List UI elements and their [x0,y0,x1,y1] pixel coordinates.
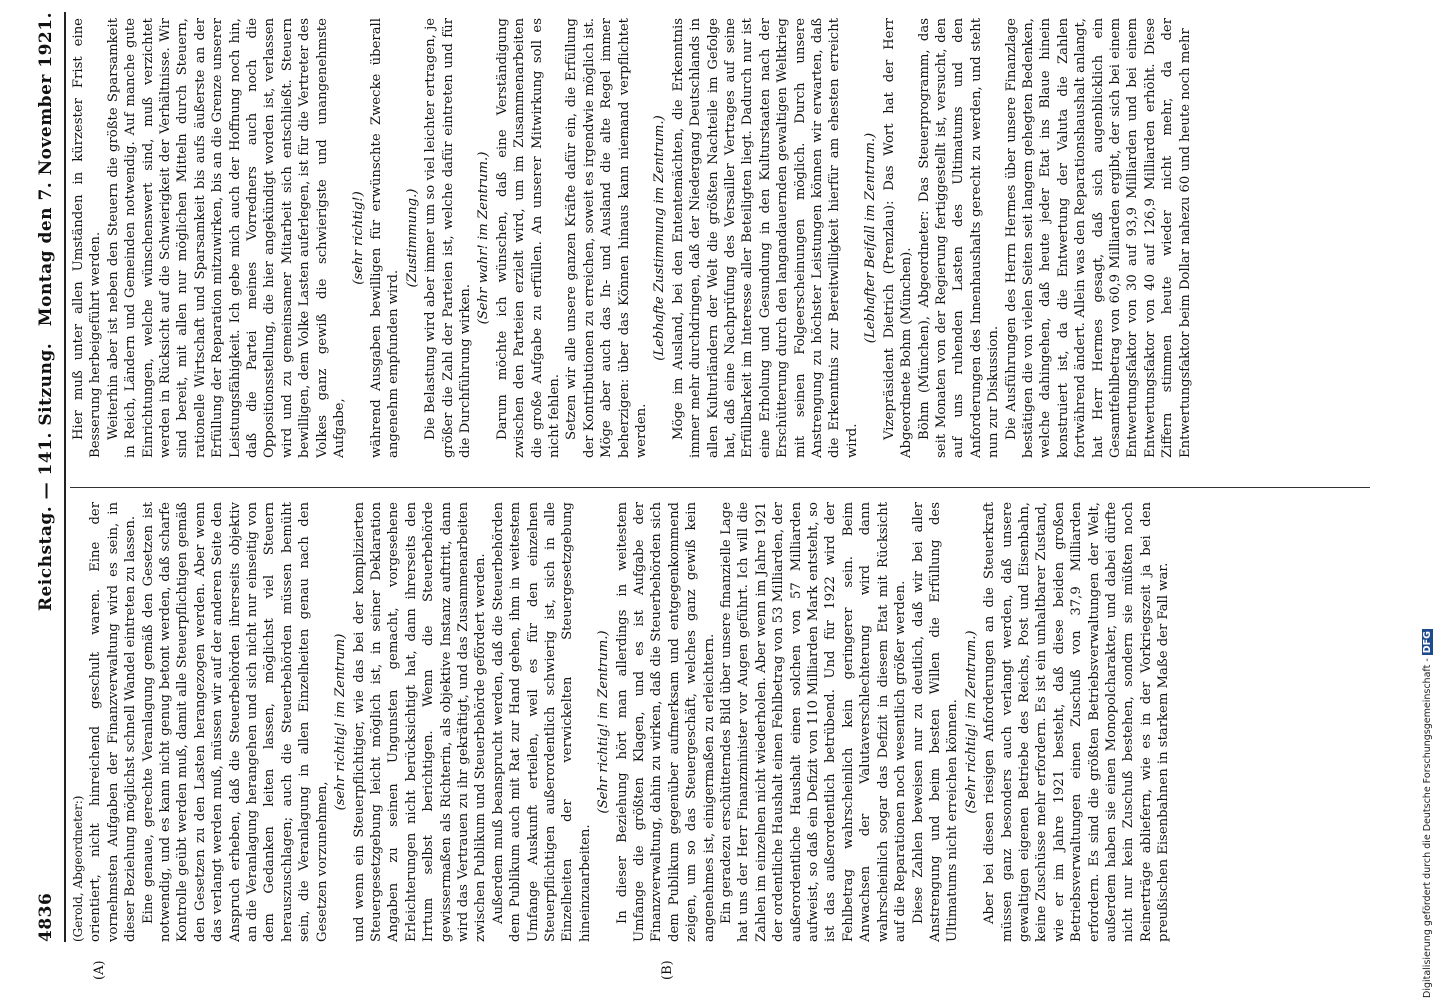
paragraph: Die Ausführungen des Herrn Hermes über unsere Finanzlage bestätigen die von vielen Seiten seit langem gehegten Bedenken, welche dahingehen, daß heute jeder Etat ins Blaue hinein konstruiert ist, da die Entwertung der Valuta die Zahlen fortwährend ändert. Allein was den Reparationshaushalt anlangt, hat Herr Hermes gesagt, daß sich augenblicklich ein Gesamtfehlbetrag von 60,9 Milliarden ergibt, der sich bei einem Entwertungsfaktor von 30 auf 93,9 Milliarden und bei einem Entwertungsfaktor von 40 auf 126,9 Milliarden erhöht. Diese Ziffern stimmen heute wieder nicht mehr, da der Entwertungsfaktor beim Dollar nahezu 60 und heute noch mehr [1003,18,1193,458]
paragraph: Darum möchte ich wünschen, daß eine Verständigung zwischen den Parteien erzielt wird, um im Zusammenarbeiten die große Aufgabe zu erfüllen. An unserer Mitwirkung soll es nicht fehlen. [494,18,562,458]
margin-marker-b: (B) [660,960,675,980]
paragraph: Hier muß unter allen Umständen in kürzester Frist eine Besserung herbeigeführt werden. [71,18,104,458]
paragraph: orientiert, nicht hinreichend geschult waren. Eine der vornehmsten Aufgaben der Finanzverwaltung wird es sein, in dieser Beziehung möglichst schnell Wandel eintreten zu lassen. [88,502,139,942]
column-divider [70,487,1370,488]
paragraph: Die Belastung wird aber immer um so viel leichter ertragen, je größer die Zahl der Parteien ist, welche dafür eintreten und für die Durchführung wirken. [423,18,473,458]
page-header [30,12,64,942]
digitization-credit [1422,629,1433,998]
interjection: (Sehr richtig! im Zentrum.) [596,630,612,814]
right-column [70,18,1370,458]
interjection: (Sehr richtig! im Zentrum.) [963,630,979,814]
interjection: (Zustimmung.) [404,188,420,288]
credit-text: Digitalisierung gefördert durch die Deutsche Forschungsgemeinschaft - [1422,655,1433,998]
paragraph: während Ausgaben bewilligen für erwünschte Zwecke überall angenehm empfunden wird. [368,18,402,458]
paragraph: und wenn ein Steuerpflichtiger, wie das bei der komplizierten Steuergesetzgebung leicht möglich ist, in seiner Deklaration Angaben zu seinen Ungunsten gemacht, vorgesehene Erleichterungen nicht berücksichtigt hat, dann ihrerseits den Irrtum selbst berichtigen. Wenn die Steuerbehörde gewissermaßen als Richterin, als objektive Instanz auftritt, dann wird das Vertrauen zu ihr gekräftigt, und das Zusammenarbeiten zwischen Publikum und Steuerbehörde gefördert werden. [351,502,489,942]
session-title: Reichstag. — 141. Sitzung. [36,342,56,612]
paragraph: Diese Zahlen beweisen nur zu deutlich, daß wir bei aller Anstrengung und beim besten Willen die Erfüllung des Ultimatums nicht erreichen können. [910,502,961,942]
paragraph: Vizepräsident Dietrich (Prenzlau): Das Wort hat der Herr Abgeordnete Bohm (München). [881,18,915,458]
speaker-continuation: (Gerold, Abgeordneter:) [71,795,85,942]
paragraph: Böhm (München), Abgeordneter: Das Steuerprogramm, das seit Monaten von der Regierung fertiggestellt ist, versucht, den auf uns ruhenden Lasten des Ultimatums und den Anforderungen des Innenhaushalts gerecht zu werden, und steht nun zur Diskussion. [916,18,1002,458]
paragraph: Setzen wir alle unsere ganzen Kräfte dafür ein, die Erfüllung der Kontributionen zu erreichen, soweit es irgendwie möglich ist. Möge aber auch das In- und Ausland die alte Regel immer beherzigen: über das Können hinaus kann niemand verpflichtet werden. [564,18,649,458]
interjection: (sehr richtig! im Zentrum) [333,633,349,811]
paragraph: Außerdem muß beansprucht werden, daß die Steuerbehörden dem Publikum auch mit Rat zur Hand gehen, ihm in weitestem Umfange Auskunft erteilen, weil es für den einzelnen Steuerpflichtigen außerordentlich schwierig ist, sich in alle Einzelheiten der verwickelten Steuergesetzgebung hineinzuarbeiten. [490,502,593,942]
interjection: (Lebhafte Zustimmung im Zentrum.) [652,115,668,361]
interjection: (Sehr wahr! im Zentrum.) [476,151,492,325]
paragraph: Eine genaue, gerechte Veranlagung gemäß den Gesetzen ist notwendig, und es kann nicht genug betont werden, daß scharfe Kontrolle geübt werden muß, damit alle Steuerpflichtigen gemäß den Gesetzen zu den Lasten herangezogen werden. Aber wenn das verlangt werden muß, müssen wir auf der anderen Seite den Anspruch erheben, daß die Steuerbehörden ihrerseits objektiv an die Veranlagung herangehen und sich nicht nur einseitig von dem Gedanken leiten lassen, möglichst viel Steuern herauszuschlagen; auch die Steuerbehörden müssen bemüht sein, die Veranlagung in allen Einzelheiten genau nach den Gesetzen vorzunehmen, [140,502,330,942]
margin-marker-a: (A) [92,960,107,980]
paragraph: In dieser Beziehung hört man allerdings in weitestem Umfange die größten Klagen, und es ist Aufgabe der Finanzverwaltung, dahin zu wirken, daß die Steuerbehörden sich dem Publikum gegenüber aufmerksam und entgegenkommend zeigen, um so das Steuergeschäft, welches ganz gewiß kein angenehmes ist, einigermaßen zu erleichtern. [614,502,717,942]
paragraph: Ein geradezu erschütterndes Bild über unsere finanzielle Lage hat uns der Herr Finanzminister vor Augen geführt. Ich will die Zahlen im einzelnen nicht wiederholen. Aber wenn im Jahre 1921 der ordentliche Haushalt einen Fehlbetrag von 53 Milliarden, der außerordentliche Haushalt einen solchen von 57 Milliarden aufweist, so daß ein Defizit von 110 Milliarden Mark entsteht, so ist das außerordentlich betrübend. Und für 1922 wird der Fehlbetrag wahrscheinlich kein geringerer sein. Beim Anwachsen der Valutaverschlechterung wird dann wahrscheinlich sogar das Defizit in diesem Etat mit Rücksicht auf die Reparationen noch wesentlich größer werden. [719,502,909,942]
left-column [70,502,1370,942]
page-number: 4836 [36,892,56,942]
paragraph: Aber bei diesen riesigen Anforderungen an die Steuerkraft müssen ganz besonders auch verlangt werden, daß unsere gewaltigen eigenen Betriebe des Reichs, Post und Eisenbahn, keine Zuschüsse mehr erfordern. Es ist ein unhaltbarer Zustand, wie er im Jahre 1921 besteht, daß diese beiden großen Betriebsverwaltungen einen Zuschuß von 37,9 Milliarden erfordern. Es sind die größten Betriebsverwaltungen der Welt, außerdem haben sie einen Monopolcharakter, und dabei dürfte nicht nur kein Zuschuß bestehen, sondern sie müßten noch Reinerträge abliefern, wie es in der Vorkriegszeit ja bei den preußischen Eisenbahnen in starkem Maße der Fall war. [982,502,1172,942]
interjection: (sehr richtig!) [350,191,366,285]
dfg-logo: DFG [1422,631,1433,654]
interjection: (Lebhafter Beifall im Zentrum.) [863,132,879,344]
paragraph: Möge im Ausland, bei den Ententemächten, die Erkenntnis immer mehr durchdringen, daß der Niedergang Deutschlands in allen Kulturländern der Welt die größten Nachteile im Gefolge hat, daß eine Nachprüfung des Versailler Vertrages auf seine Erfüllbarkeit im Interesse aller Beteiligten liegt. Dadurch nur ist eine Erholung und Gesundung in den Kulturstaaten nach der Erschütterung durch den langandauernden gewaltigen Weltkrieg mit seinen Folgeerscheinungen möglich. Durch unsere Anstrengung zu höchster Leistungen können wir erwarten, daß die Erkenntnis zur Bereitwilligkeit hierfür am ehesten erreicht wird. [670,18,860,458]
paragraph: Weiterhin aber ist neben den Steuern die größte Sparsamkeit in Reich, Ländern und Gemeinden notwendig. Auf manche gute Einrichtungen, welche wünschenswert sind, muß verzichtet werden in Rücksicht auf die Schwierigkeit der Verhältnisse. Wir sind bereit, mit allen nur möglichen Mitteln durch Steuern, rationelle Wirtschaft und Sparsamkeit bis aufs äußerste an der Erfüllung der Reparation mitzuwirken, bis an die Grenze unserer Leistungsfähigkeit. Ich gebe mich auch der Hoffnung noch hin, daß die Partei meines Vorredners auch noch die Oppositionsstellung, die hier angekündigt worden ist, verlassen wird und zu gemeinsamer Mitarbeit sich entschließt. Steuern bewilligen, dem Volke Lasten auferlegen, ist für die Vertreter des Volkes ganz gewiß die schwierigste und unangenehmste Aufgabe, [105,18,348,458]
header-rule [64,12,66,942]
session-date: Montag den 7. November 1921. [36,12,56,327]
